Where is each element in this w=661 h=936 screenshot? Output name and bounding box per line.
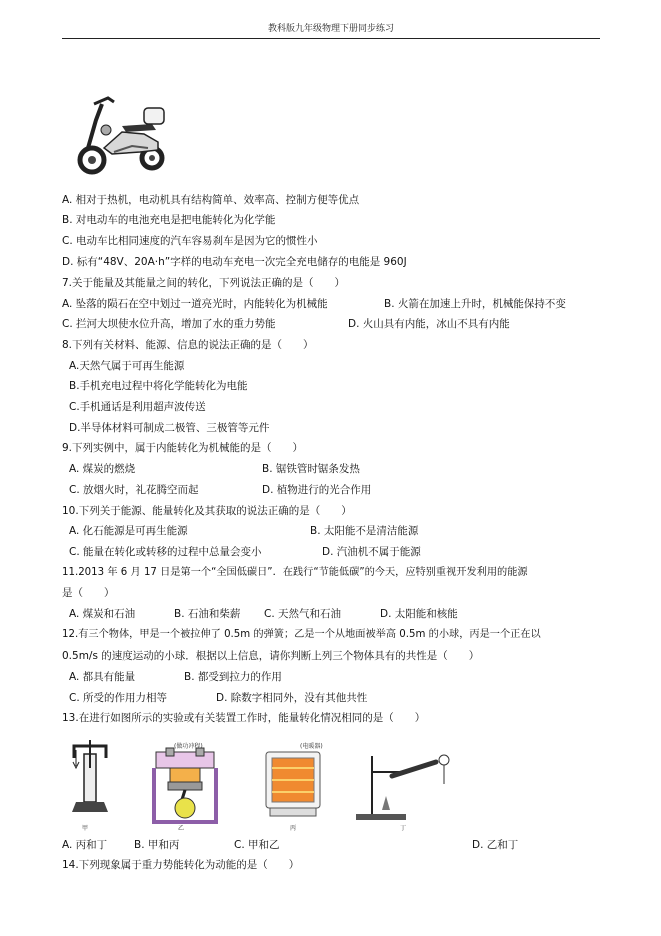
q10-option-c: C. 能量在转化或转移的过程中总量会变小 [69,546,262,558]
figure-ding-steam-pinwheel [352,752,458,824]
q10-stem: 10.下列关于能源、能量转化及其获取的说法正确的是（ ） [62,505,352,517]
q12-stem-line2: 0.5m/s 的速度运动的小球．根据以上信息，请你判断上列三个物体具有的共性是（ ） [62,650,480,662]
q13-option-c: C. 甲和乙 [234,839,280,851]
figure-jia-air-compression [68,738,112,824]
q9-option-c: C. 放烟火时，礼花腾空而起 [69,484,199,496]
caption-bing: 丙 [290,825,297,832]
caption-yi: 乙 [178,825,185,832]
caption-ding: 丁 [400,825,407,832]
q13-stem: 13.在进行如图所示的实验或有关装置工作时，能量转化情况相同的是（ ） [62,712,426,724]
q11-option-c: C. 天然气和石油 [264,608,342,620]
q9-option-d: D. 植物进行的光合作用 [262,484,372,496]
q11-option-d: D. 太阳能和核能 [380,608,458,620]
q7-option-c: C. 拦河大坝使水位升高，增加了水的重力势能 [62,318,276,330]
q10-option-d: D. 汽油机不属于能源 [322,546,421,558]
label-yi-power-stroke: (做功冲程) [174,743,203,750]
q14-stem: 14.下列现象属于重力势能转化为动能的是（ ） [62,859,300,871]
q6-option-d: D. 标有“48V、20A·h”字样的电动车充电一次完全充电储存的电能是 960J [62,256,407,268]
q12-option-d: D. 除数字相同外，没有其他共性 [216,692,368,704]
q11-option-b: B. 石油和柴薪 [174,608,241,620]
q12-option-c: C. 所受的作用力相等 [69,692,168,704]
q7-stem: 7.关于能量及其能量之间的转化，下列说法正确的是（ ） [62,277,346,289]
q12-option-b: B. 都受到拉力的作用 [184,671,282,683]
q7-option-b: B. 火箭在加速上升时，机械能保持不变 [384,298,566,310]
q10-option-a: A. 化石能源是可再生能源 [69,525,188,537]
q8-option-d: D.半导体材料可制成二极管、三极管等元件 [69,422,270,434]
page-header: 教科版九年级物理下册同步练习 [62,22,600,39]
q8-option-b: B.手机充电过程中将化学能转化为电能 [69,380,248,392]
q11-stem-line1: 11.2013 年 6 月 17 日是第一个“全国低碳日”．在践行“节能低碳”的今天，应特别重视开发利用的能源 [62,567,528,578]
q13-option-a: A. 丙和丁 [62,839,108,851]
q9-stem: 9.下列实例中，属于内能转化为机械能的是（ ） [62,442,304,454]
q9-option-b: B. 锯铁管时锯条发热 [262,463,360,475]
q11-option-a: A. 煤炭和石油 [69,608,136,620]
q8-option-c: C.手机通话是利用超声波传送 [69,401,206,413]
q13-option-d: D. 乙和丁 [472,839,519,851]
q6-option-b: B. 对电动车的电池充电是把电能转化为化学能 [62,214,276,226]
q6-option-c: C. 电动车比相同速度的汽车容易刹车是因为它的惯性小 [62,235,318,247]
caption-jia: 甲 [82,825,89,832]
q11-stem-line2: 是（ ） [62,587,115,599]
q7-option-d: D. 火山具有内能，冰山不具有内能 [348,318,510,330]
label-bing-heater: (电暖器) [300,743,323,750]
electric-scooter-figure [74,90,174,176]
q10-option-b: B. 太阳能不是清洁能源 [310,525,419,537]
q6-option-a: A. 相对于热机，电动机具有结构简单、效率高、控制方便等优点 [62,194,360,206]
q8-stem: 8.下列有关材料、能源、信息的说法正确的是（ ） [62,339,314,351]
figure-yi-engine [150,744,220,824]
q8-option-a: A.天然气属于可再生能源 [69,360,185,372]
q13-option-b: B. 甲和丙 [134,839,180,851]
q9-option-a: A. 煤炭的燃烧 [69,463,136,475]
q7-option-a: A. 坠落的陨石在空中划过一道亮光时，内能转化为机械能 [62,298,328,310]
figure-bing-electric-heater [262,748,324,822]
q12-stem-line1: 12.有三个物体，甲是一个被拉伸了 0.5m 的弹簧；乙是一个从地面被举高 0.5m 的小球，丙是一个正在以 [62,629,541,640]
q12-option-a: A. 都具有能量 [69,671,136,683]
